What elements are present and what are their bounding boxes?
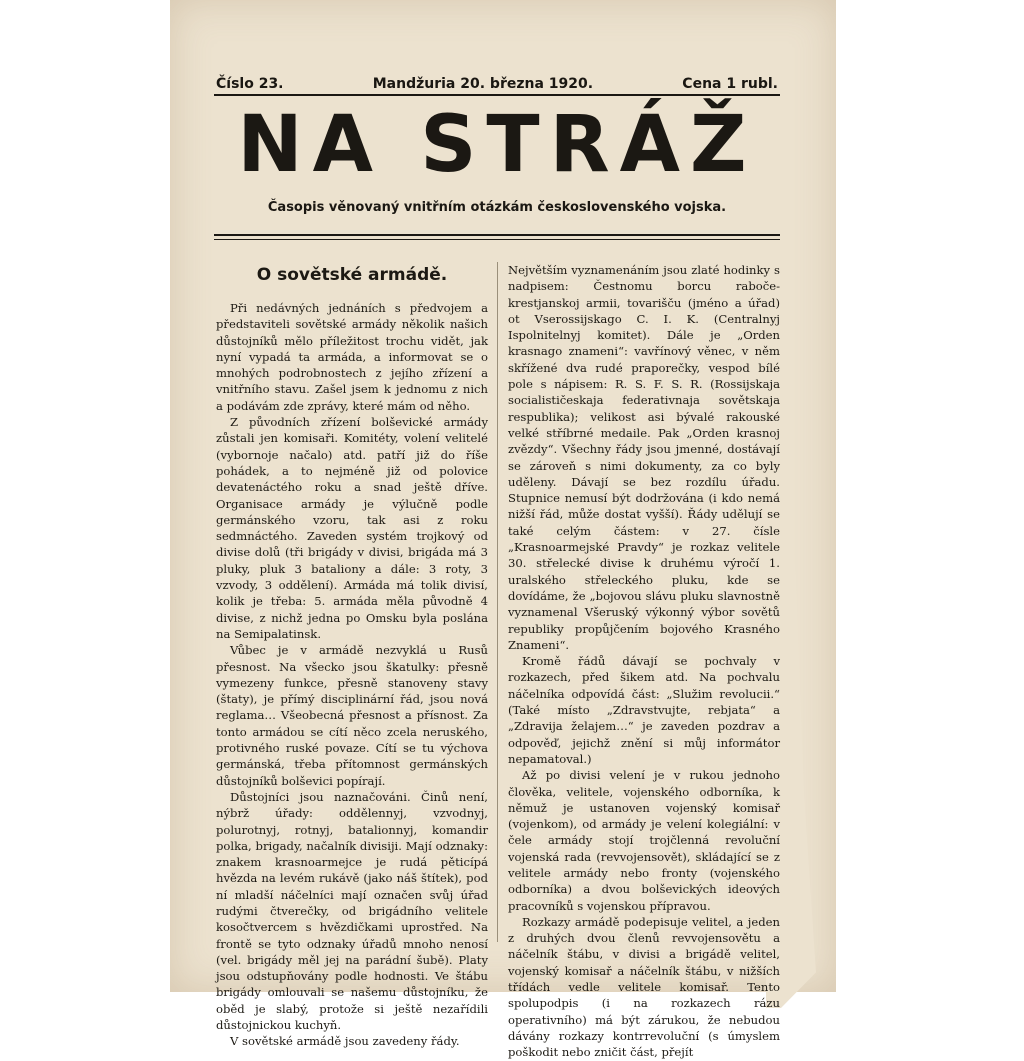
article-column-left [216, 262, 488, 1050]
paragraph: V sovětské armádě jsou zavedeny řády. [230, 1034, 460, 1049]
masthead-rule-upper [214, 234, 780, 236]
newspaper-title: NA STRÁŽ [237, 100, 757, 190]
top-rule [214, 94, 780, 96]
paragraph: Až po divisi velení je v rukou jednoho člověka, velitele, vojenského odborníka, k němuž je ustanoven vojenský komisař (vojenkom), od armády je velení kolegiální: v čele armády stojí trojčlenná revoluční vojenská rada (revvojensovět), skládající se z velitele armády nebo fronty (vojenského odborníka) a dvou bolševických ideových pracovníků s vojenskou přípravou. [508, 768, 780, 913]
paragraph: Vůbec je v armádě nezvyklá u Rusů přesnost. Na všecko jsou škatulky: přesně vymezeny funkce, přesně stanoveny stavy (štaty), je přímý disciplinární řád, jsou nová reglama… Všeobecná přesnost a přísnost. Za tonto armádou se cítí něco zcela neruského, protivného ruské povaze. Cítí se tu výchova germánská, třeba přítomnost germánských důstojníků bolševici popírají. [216, 643, 488, 788]
masthead-info-row [216, 76, 778, 92]
place-date: Mandžuria 20. března 1920. [372, 76, 594, 92]
newspaper-subtitle: Časopis věnovaný vnitřním otázkám československého vojska. [267, 200, 727, 215]
column-divider [497, 262, 498, 942]
paragraph: Největším vyznamenáním jsou zlaté hodinky s nadpisem: Čestnomu borcu raboče-krestjanskoj armii, tovarišču (jméno a úřad) ot Vserossijskago C. I. K. (Centralnyj Ispolnitelnyj komitet). Dále je „Orden krasnago znameni“: vavřínový věnec, v něm skřížené dva rudé praporečky, vespod bílé pole s nápisem: R. S. F. S. R. (Rossijskaja socialističeskaja federativnaja sovětskaja respublika); velikost asi bývalé rakouské velké stříbrné medaile. Pak „Orden krasnoj zvězdy“. Všechny řády jsou jmenné, dostávají se zároveň s nimi dokumenty, za co byly uděleny. Dávají se bez rozdílu úřadu. Stupnice nemusí být dodržována (i kdo nemá nižší řád, může dostat vyšší). Řády udělují se také celým částem: v 27. čísle „Krasnoarmejské Pravdy“ je rozkaz velitele 30. střelecké divise k druhému výročí 1. uralského střeleckého pluku, kde se dovídáme, že „bojovou slávu pluku slavnostně vyznamenal Všeruský výkonný výbor sovětů republiky propůjčením bojového Krasného Znameni“. [508, 263, 780, 652]
paragraph: Z původních zřízení bolševické armády zůstali jen komisaři. Komitéty, volení velitelé (vybornoje načalo) atd. patří již do říše pohádek, a to nejméně již od polovice devatenáctého roku a snad ještě dříve. Organisace armády je výlučně podle germánského vzoru, tak asi z roku sedmnáctého. Zaveden systém trojkový od divise dolů (tři brigády v divisi, brigáda má 3 pluky, pluk 3 bataliony a dále: 3 roty, 3 vzvody, 3 oddělení). Armáda má tolik divisí, kolik je třeba: 5. armáda měla původně 4 divise, z nichž jedna po Omsku byla poslána na Semipalatinsk. [216, 415, 488, 641]
paragraph: Rozkazy armádě podepisuje velitel, a jeden z druhých dvou členů revvojensovětu a náčelník štábu, v divisi a brigádě velitel, vojenský komisař a náčelník štábu, v nižších třídách vedle velitele komisař. Tento spolupodpis (i na rozkazech rázu operativního) má být zárukou, že nebudou dávány rozkazy kontrrevoluční (s úmyslem poškodit nebo zničit část, přejít [508, 914, 780, 1060]
article-column-right [508, 262, 780, 1061]
issue-number: Číslo 23. [216, 76, 284, 92]
price: Cena 1 rubl. [682, 76, 778, 92]
paragraph: Důstojníci jsou naznačováni. Činů není, nýbrž úřady: oddělennyj, vzvodnyj, polurotnyj, rotnyj, batalionnyj, komandir polka, brigady, načalník divisiji. Mají odznaky: znakem krasnoarmejce je rudá pěticípá hvězda na levém rukávě (jako náš štítek), pod ní mladší náčelníci mají označen svůj úřad rudými čtverečky, od brigádního velitele kosočtvercem s hvězdičkami uprostřed. Na frontě se tyto odznaky úřadů mnoho nenosí (vel. brigády měl jej na parádní šubě). Platy jsou odstupňovány podle hodnosti. Ve štábu brigády omlouvali se našemu důstojníku, že oběd je slabý, protože si ještě nezařídili důstojnickou kuchyň. [216, 789, 488, 1033]
paragraph: Kromě řádů dávají se pochvaly v rozkazech, před šikem atd. Na pochvalu náčelníka odpovídá část: „Služim revolucii.“ (Také místo „Zdravstvujte, rebjata“ a „Zdravija želajem…“ je zaveden pozdrav a odpověď, jejichž znění si můj informátor nepamatoval.) [508, 654, 780, 766]
article-heading: O sovětské armádě. [256, 265, 448, 285]
masthead-rule-lower [214, 239, 780, 240]
paragraph: Při nedávných jednáních s předvojem a představiteli sovětské armády několik našich důstojníků mělo příležitost trochu vidět, jak nyní vypadá ta armáda, a informovat se o mnohých podrobnostech z jejího zřízení a vnitřního stavu. Zašel jsem k jednomu z nich a podávám zde zprávy, které mám od něho. [216, 301, 488, 413]
